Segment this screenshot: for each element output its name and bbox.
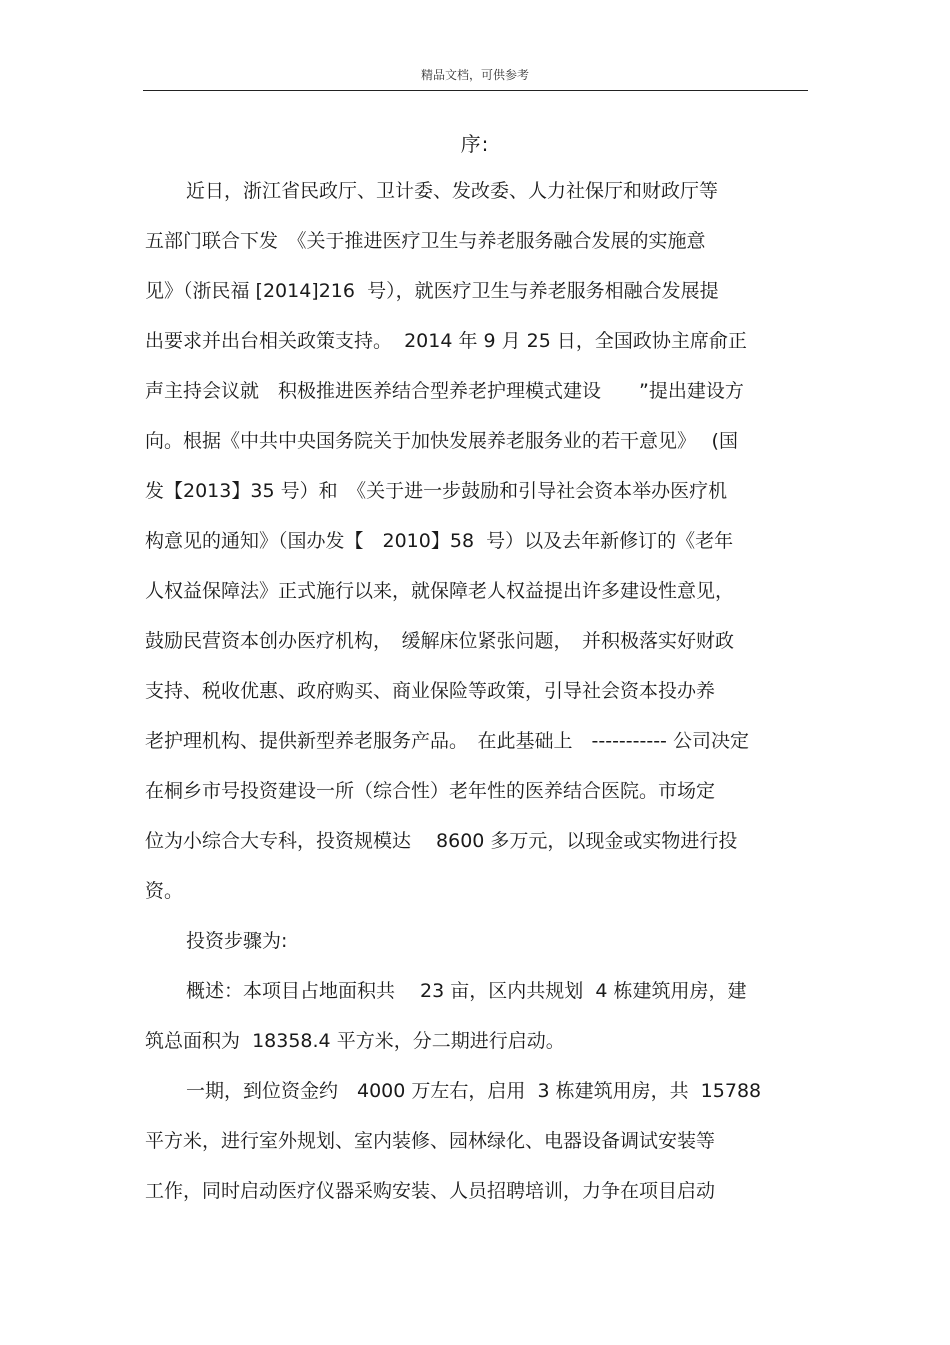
- paragraph-line: 人权益保障法》正式施行以来，就保障老人权益提出许多建设性意见，: [145, 580, 735, 602]
- page-header: 精品文档，可供参考: [420, 68, 529, 82]
- paragraph-line: 资。: [145, 880, 184, 902]
- document-title: 序:: [460, 132, 490, 156]
- paragraph-line: 近日，浙江省民政厅、卫计委、发改委、人力社保厅和财政厅等: [186, 180, 719, 202]
- paragraph-line: 平方米，进行室外规划、室内装修、园林绿化、电器设备调试安装等: [145, 1130, 716, 1152]
- paragraph-line: 工作，同时启动医疗仪器采购安装、人员招聘培训，力争在项目启动: [145, 1180, 716, 1202]
- paragraph-line: 筑总面积为 18358.4 平方米，分二期进行启动。: [145, 1030, 565, 1052]
- paragraph-line: 出要求并出台相关政策支持。 2014 年 9 月 25 日，全国政协主席俞正: [145, 330, 747, 352]
- paragraph-line: 在桐乡市号投资建设一所（综合性）老年性的医养结合医院。市场定: [145, 780, 716, 802]
- paragraph-line: 支持、税收优惠、政府购买、商业保险等政策，引导社会资本投办养: [145, 680, 716, 702]
- section-heading: 投资步骤为:: [186, 930, 288, 952]
- paragraph-line: 见》（浙民福 [2014]216 号），就医疗卫生与养老服务相融合发展提: [145, 280, 719, 302]
- paragraph-line: 老护理机构、提供新型养老服务产品。 在此基础上 ----------- 公司决定: [145, 730, 749, 752]
- paragraph-line: 概述：本项目占地面积共 23 亩，区内共规划 4 栋建筑用房，建: [186, 980, 747, 1002]
- paragraph-line: 位为小综合大专科，投资规模达 8600 多万元，以现金或实物进行投: [145, 830, 738, 852]
- paragraph-line: 发【2013】35 号）和 《关于进一步鼓励和引导社会资本举办医疗机: [145, 480, 728, 502]
- paragraph-line: 五部门联合下发 《关于推进医疗卫生与养老服务融合发展的实施意: [145, 230, 706, 252]
- paragraph-line: 一期，到位资金约 4000 万左右，启用 3 栋建筑用房，共 15788: [186, 1080, 762, 1102]
- paragraph-line: 向。根据《中共中央国务院关于加快发展养老服务业的若干意见》 (国: [145, 430, 738, 452]
- paragraph-line: 声主持会议就 积极推进医养结合型养老护理模式建设 ”提出建设方: [145, 380, 744, 402]
- paragraph-line: 鼓励民营资本创办医疗机构， 缓解床位紧张问题， 并积极落实好财政: [145, 630, 735, 652]
- header-divider: [143, 90, 808, 91]
- paragraph-line: 构意见的通知》（国办发【 2010】58 号）以及去年新修订的《老年: [145, 530, 734, 552]
